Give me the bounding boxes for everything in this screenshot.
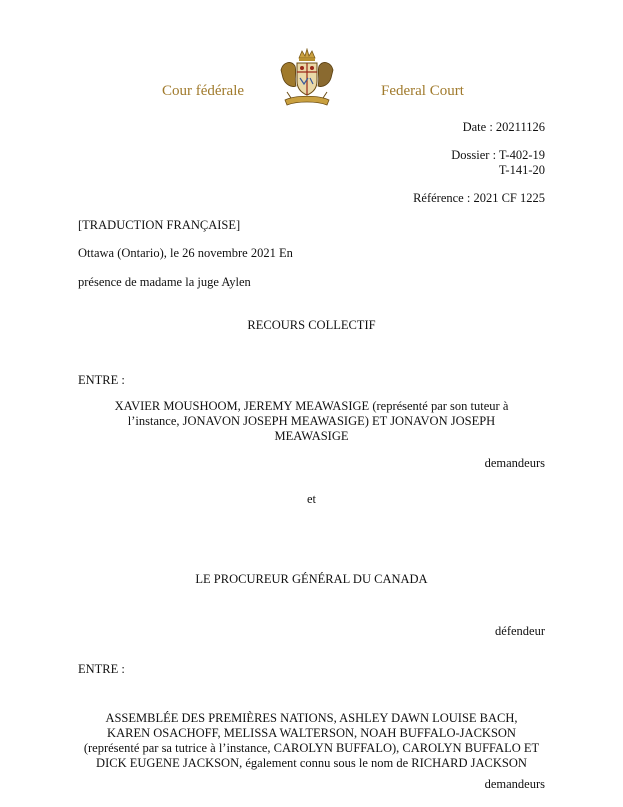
court-name-en: Federal Court [381,83,464,99]
presiding-judge: présence de madame la juge Aylen [78,275,251,289]
plaintiffs-block-1 [60,399,563,444]
dossier-number-2: T-141-20 [498,163,545,177]
role-plaintiffs-1: demandeurs [484,456,545,470]
plaintiffs-line: (représenté par sa tutrice à l’instance, CAROLYN BUFFALO), CAROLYN BUFFALO ET [83,741,540,755]
between-label-1: ENTRE : [78,373,125,387]
defendant-name: LE PROCUREUR GÉNÉRAL DU CANADA [195,572,428,586]
court-name-fr: Cour fédérale [162,83,245,99]
plaintiffs-line: MEAWASIGE [274,429,349,443]
between-label-2: ENTRE : [78,662,125,676]
role-plaintiffs-2: demandeurs [484,777,545,791]
plaintiffs-line: KAREN OSACHOFF, MELISSA WALTERSON, NOAH BUFFALO-JACKSON [107,726,516,740]
decision-date: Date : 20211126 [462,120,545,134]
place-and-date: Ottawa (Ontario), le 26 novembre 2021 En [78,246,293,260]
plaintiffs-line: XAVIER MOUSHOOM, JEREMY MEAWASIGE (représenté par son tuteur à [114,399,509,413]
citation-reference: Référence : 2021 CF 1225 [413,191,545,205]
dossier-number-1: Dossier : T-402-19 [451,148,545,162]
conjunction-and: et [306,492,317,506]
plaintiffs-line: l’instance, JONAVON JOSEPH MEAWASIGE) ET JONAVON JOSEPH [127,414,496,428]
translation-note: [TRADUCTION FRANÇAISE] [78,218,241,232]
role-defendant: défendeur [495,624,545,638]
court-seal-icon [277,48,337,110]
plaintiffs-line: DICK EUGENE JACKSON, également connu sous le nom de RICHARD JACKSON [96,756,527,770]
plaintiffs-block-2 [40,711,583,771]
proceeding-heading: RECOURS COLLECTIF [247,318,376,332]
plaintiffs-line: ASSEMBLÉE DES PREMIÈRES NATIONS, ASHLEY DAWN LOUISE BACH, [105,711,518,725]
